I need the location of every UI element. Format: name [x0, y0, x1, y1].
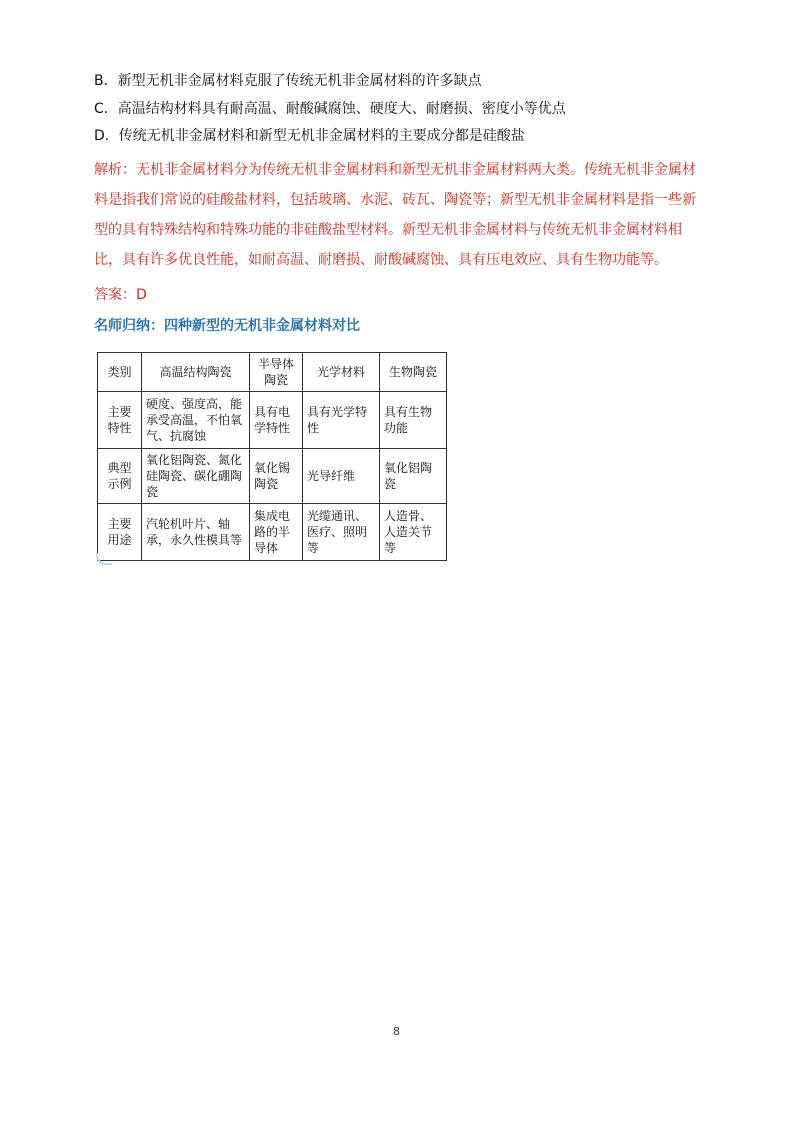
- analysis-paragraph: 解析：无机非金属材料分为传统无机非金属材料和新型无机非金属材料两大类。传统无机非金属材料是指我们常说的硅酸盐材料，包括玻璃、水泥、砖瓦、陶瓷等；新型无机非金属材料是指一些新型的具有特殊结构和特殊功能的非硅酸盐型材料。新型无机非金属材料与传统无机非金属材料相比，具有许多优良性能，如耐高温、耐磨损、耐酸碱腐蚀、具有压电效应、具有生物功能等。: [94, 162, 696, 268]
- header-cell: 高温结构陶瓷: [142, 353, 250, 392]
- decorative-corner-mark: [96, 553, 112, 565]
- answer: 答案：D: [94, 287, 147, 303]
- summary-title: 名师归纳：四种新型的无机非金属材料对比: [94, 318, 360, 334]
- header-cell: 生物陶瓷: [380, 353, 447, 392]
- page-number: 8: [393, 1025, 400, 1038]
- table-cell: 光导纤维: [303, 449, 380, 504]
- table-cell: 具有光学特性: [303, 392, 380, 449]
- option-b: B．新型无机非金属材料克服了传统无机非金属材料的许多缺点: [94, 73, 482, 89]
- table-cell: 氧化锡陶瓷: [250, 449, 303, 504]
- row-header-cell: 主要用途: [98, 504, 142, 561]
- header-cell: 半导体陶瓷: [250, 353, 303, 392]
- table-row: [98, 449, 447, 504]
- table-cell: 硬度、强度高，能承受高温，不怕氧气、抗腐蚀: [142, 392, 250, 449]
- row-header-cell: 主要特性: [98, 392, 142, 449]
- header-cell: 光学材料: [303, 353, 380, 392]
- option-c: C．高温结构材料具有耐高温、耐酸碱腐蚀、硬度大、耐磨损、密度小等优点: [94, 101, 566, 117]
- row-header-cell: 典型示例: [98, 449, 142, 504]
- table-cell: 氧化铝陶瓷、氮化硅陶瓷、碳化硼陶瓷: [142, 449, 250, 504]
- table-cell: 汽轮机叶片、轴承，永久性模具等: [142, 504, 250, 561]
- table-cell: 光缆通讯、医疗、照明等: [303, 504, 380, 561]
- comparison-table: [97, 352, 447, 561]
- table-row: [98, 504, 447, 561]
- table-row: [98, 392, 447, 449]
- table-cell: 氧化铝陶瓷: [380, 449, 447, 504]
- table-cell: 人造骨、人造关节等: [380, 504, 447, 561]
- option-d: D．传统无机非金属材料和新型无机非金属材料的主要成分都是硅酸盐: [94, 128, 525, 144]
- table-cell: 具有生物功能: [380, 392, 447, 449]
- table-header-row: [98, 353, 447, 392]
- header-cell: 类别: [98, 353, 142, 392]
- table-cell: 具有电学特性: [250, 392, 303, 449]
- table-cell: 集成电路的半导体: [250, 504, 303, 561]
